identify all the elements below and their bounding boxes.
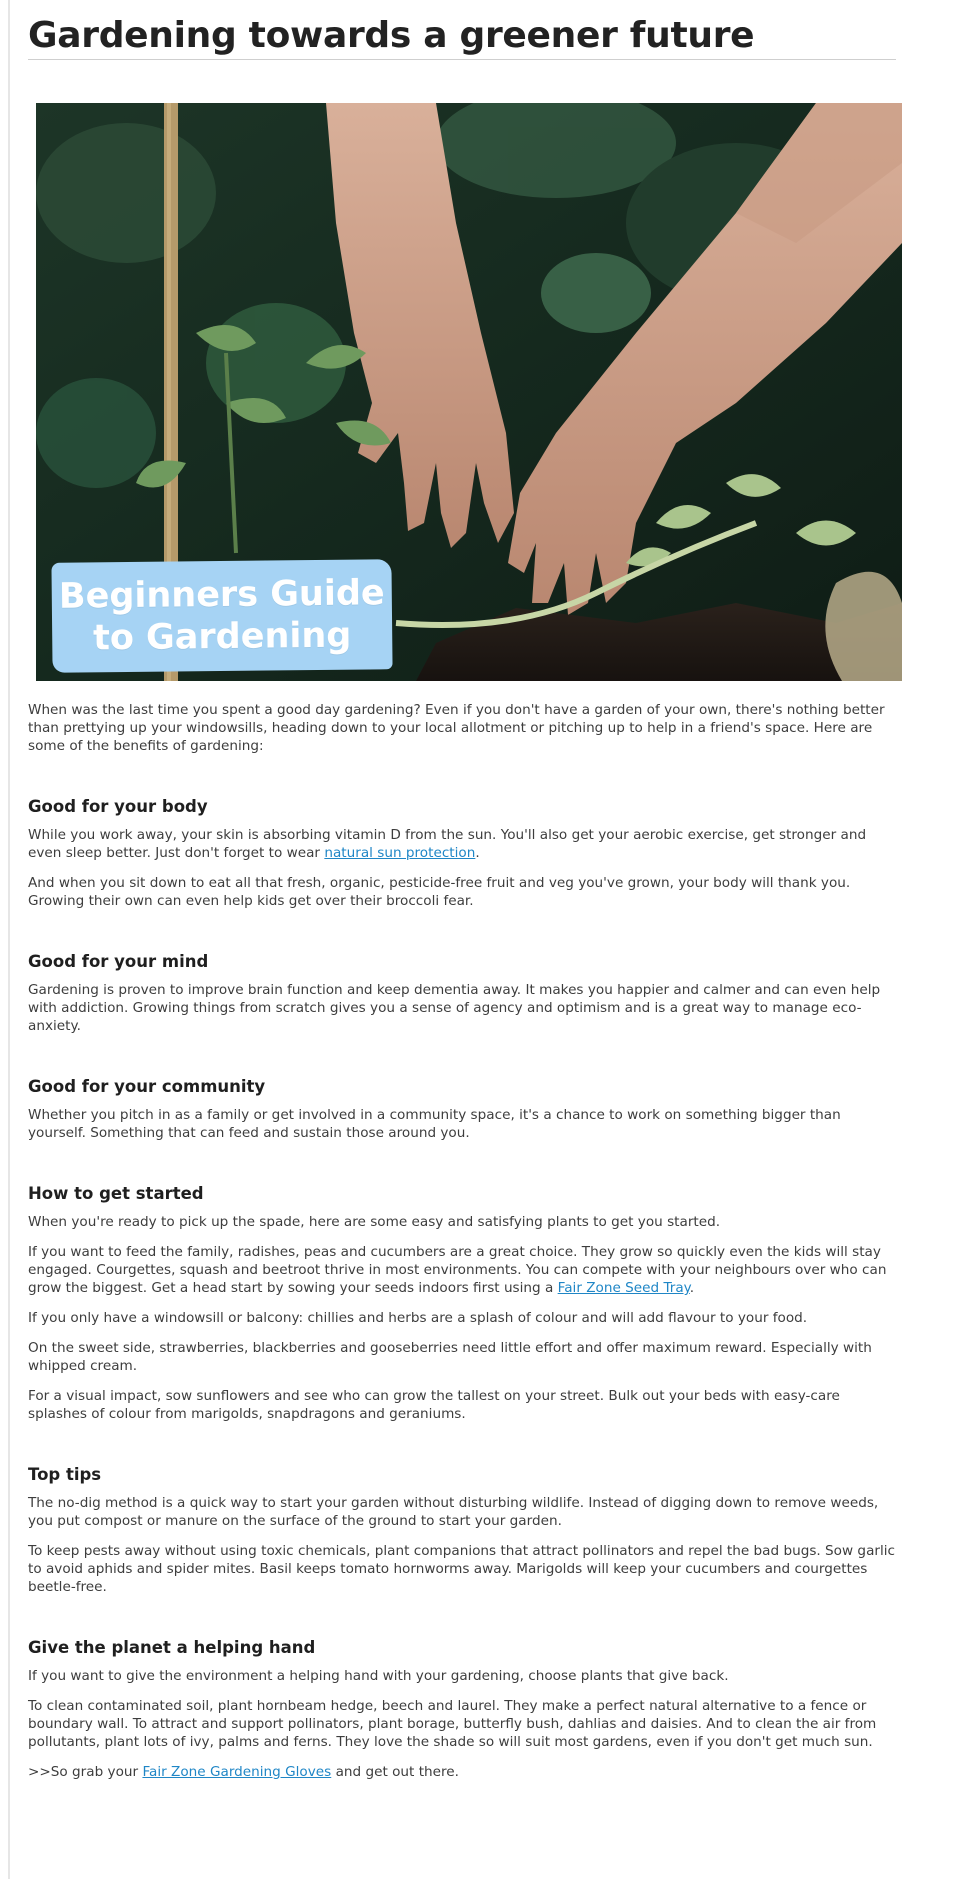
started-paragraph-1: When you're ready to pick up the spade, here are some easy and satisfying plants to get you started. [28,1214,721,1230]
hero-badge [51,559,392,673]
started-p2-end: . [689,1280,695,1296]
gardening-gloves-link[interactable]: Fair Zone Gardening Gloves [142,1764,332,1780]
planet-p3-end: and get out there. [331,1764,459,1780]
planet-p3-text: >>So grab your [28,1764,143,1780]
heading-how-to-get-started: How to get started [28,1184,204,1203]
body-p1-end: . [475,845,480,861]
heading-good-for-mind: Good for your mind [28,952,209,971]
heading-good-for-community: Good for your community [28,1077,266,1096]
hero-image [36,103,902,681]
seed-tray-link[interactable]: Fair Zone Seed Tray [557,1280,690,1296]
heading-top-tips: Top tips [28,1465,102,1484]
community-paragraph-1: Whether you pitch in as a family or get involved in a community space, it's a chance to work on something bigger than yourself. Something that can feed and sustain those around you. [28,1107,841,1141]
planet-paragraph-3 [28,1763,900,1781]
started-p2-text: If you want to feed the family, radishes, peas and cucumbers are a great choice. They grow so quickly even the kids will stay engaged. Courgettes, squash and beetroot thrive in most environments. You can compete with your neighbours over who can grow the biggest. Get a head start by sowing your seeds indoors first using a [28,1244,887,1296]
hero-badge-text: Beginners Guide to Gardening [58,573,385,659]
article [28,0,900,1781]
mind-paragraph-1: Gardening is proven to improve brain function and keep dementia away. It makes you happier and calmer and can even help with addiction. Growing things from scratch gives you a sense of agency and optimism and is a great way to manage eco-anxiety. [28,982,881,1034]
body-paragraph-2: And when you sit down to eat all that fresh, organic, pesticide-free fruit and veg you've grown, your body will thank you. Growing their own can even help kids get over their broccoli fear. [28,875,851,909]
title-divider [28,59,896,60]
heading-good-for-body: Good for your body [28,797,208,816]
intro-paragraph: When was the last time you spent a good day gardening? Even if you don't have a garden of your own, there's nothing better than prettying up your windowsills, heading down to your local allotment or pitching up to help in a friend's space. Here are some of the benefits of gardening: [28,702,885,754]
page-title: Gardening towards a greener future [28,15,755,56]
planet-paragraph-2: To clean contaminated soil, plant hornbeam hedge, beech and laurel. They make a perfect natural alternative to a fence or boundary wall. To attract and support pollinators, plant borage, butterfly bush, dahlias and daisies. And to clean the air from pollutants, plant lots of ivy, palms and ferns. They love the shade so will suit most gardens, even if you don't get much sun. [28,1698,877,1750]
sun-protection-link[interactable]: natural sun protection [324,845,476,861]
started-paragraph-4: On the sweet side, strawberries, blackberries and gooseberries need little effort and offer maximum reward. Especially with whipped cream. [28,1340,872,1374]
page-left-border [8,0,10,1879]
started-paragraph-5: For a visual impact, sow sunflowers and see who can grow the tallest on your street. Bulk out your beds with easy-care splashes of colour from marigolds, snapdragons and geraniums. [28,1388,840,1422]
tips-paragraph-1: The no-dig method is a quick way to start your garden without disturbing wildlife. Instead of digging down to remove weeds, you put compost or manure on the surface of the ground to start your garden. [28,1495,879,1529]
started-paragraph-2 [28,1243,900,1297]
body-paragraph-1 [28,826,900,862]
heading-helping-hand: Give the planet a helping hand [28,1638,316,1657]
started-paragraph-3: If you only have a windowsill or balcony: chillies and herbs are a splash of colour and will add flavour to your food. [28,1310,808,1326]
tips-paragraph-2: To keep pests away without using toxic chemicals, plant companions that attract pollinators and repel the bad bugs. Sow garlic to avoid aphids and spider mites. Basil keeps tomato hornworms away. Marigolds will keep your cucumbers and courgettes beetle-free. [28,1543,896,1595]
body-p1-text: While you work away, your skin is absorbing vitamin D from the sun. You'll also get your aerobic exercise, get stronger and even sleep better. Just don't forget to wear [28,827,867,861]
planet-paragraph-1: If you want to give the environment a helping hand with your gardening, choose plants that give back. [28,1668,729,1684]
